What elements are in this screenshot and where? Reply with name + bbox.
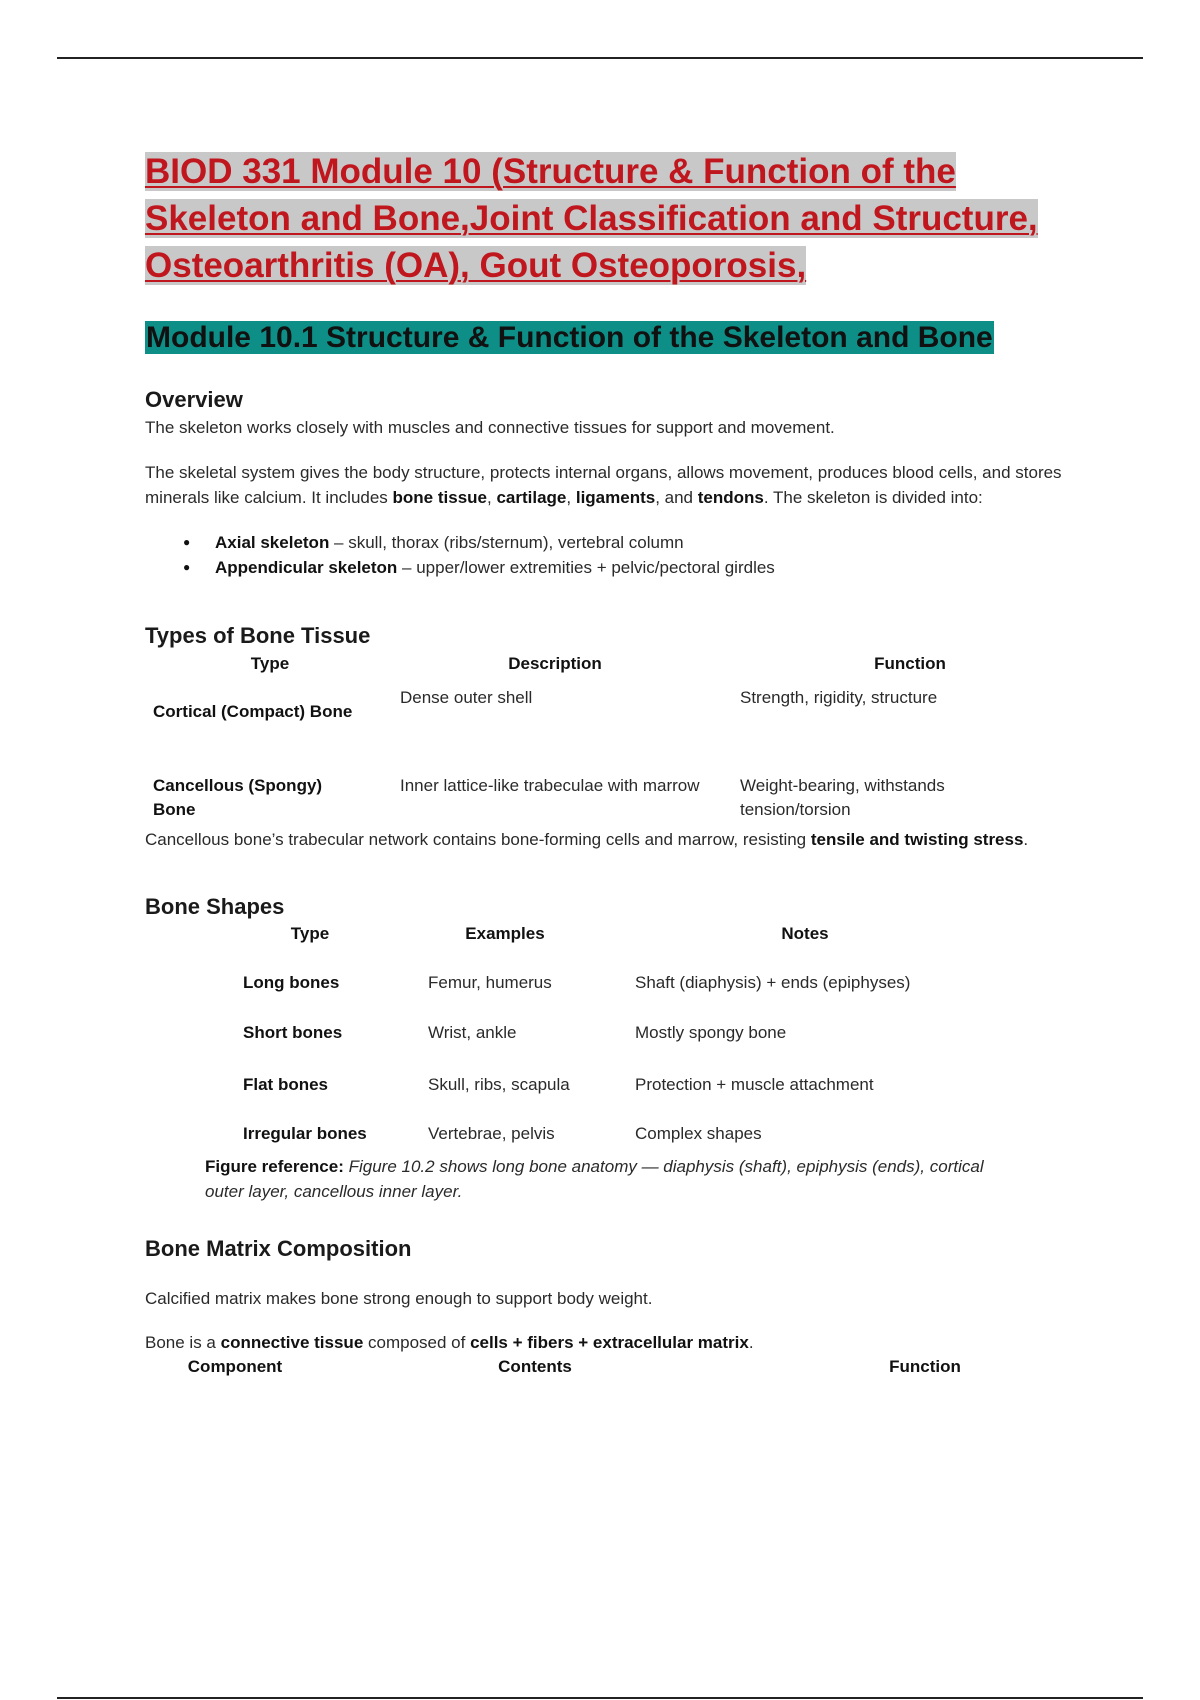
table-cell-type: Long bones — [243, 973, 340, 992]
title-line-3: Osteoarthritis (OA), Gout Osteoporosis, — [145, 246, 807, 285]
bone-matrix-heading: Bone Matrix Composition — [145, 1236, 412, 1261]
bone-matrix-section — [145, 1234, 1105, 1381]
bone-tissue-table — [145, 652, 1105, 827]
bone-shapes-table — [145, 922, 1105, 1154]
list-item: ● Axial skeleton – skull, thorax (ribs/sternum), vertebral column — [183, 530, 1105, 555]
document-body — [145, 148, 1105, 1381]
calcified-matrix-paragraph: Calcified matrix makes bone strong enough to support body weight. — [145, 1289, 653, 1308]
figure-reference: Figure reference: Figure 10.2 shows long bone anatomy — diaphysis (shaft), epiphysis (ends), cortical outer layer, cancellous inner layer. — [205, 1157, 984, 1201]
bone-composition-paragraph: Bone is a connective tissue composed of cells + fibers + extracellular matrix. — [145, 1333, 754, 1352]
table-cell-examples: Skull, ribs, scapula — [428, 1075, 570, 1094]
table-cell-description: Dense outer shell — [400, 688, 533, 707]
bone-tissue-section — [145, 622, 1105, 852]
table-cell-notes: Protection + muscle attachment — [635, 1075, 874, 1094]
bone-matrix-table — [145, 1355, 1105, 1381]
column-header-type: Type — [290, 924, 330, 943]
module-heading — [145, 319, 1105, 357]
table-cell-type: Flat bones — [243, 1075, 329, 1094]
table-cell-notes: Complex shapes — [635, 1124, 762, 1143]
bone-shapes-section — [145, 892, 1105, 1204]
column-header-type: Type — [250, 654, 290, 673]
skeletal-system-paragraph: The skeletal system gives the body structure, protects internal organs, allows movement, produces blood cells, and stores minerals like calcium. It includes bone tissue, cartilage, ligaments, and tendons. The skeleton is divided into: — [145, 463, 1062, 507]
table-cell-notes: Shaft (diaphysis) + ends (epiphyses) — [635, 973, 911, 992]
table-cell-type: Short bones — [243, 1023, 343, 1042]
title-line-1: BIOD 331 Module 10 (Structure & Function of the — [145, 152, 956, 191]
table-cell-examples: Wrist, ankle — [428, 1023, 517, 1042]
overview-intro: The skeleton works closely with muscles and connective tissues for support and movement. — [145, 418, 835, 437]
column-header-function: Function — [889, 1357, 961, 1376]
table-cell-description: Inner lattice-like trabeculae with marrow — [400, 776, 700, 795]
overview-section — [145, 385, 1105, 580]
bone-shapes-heading: Bone Shapes — [145, 894, 285, 919]
column-header-examples: Examples — [465, 924, 545, 943]
column-header-function: Function — [874, 654, 946, 673]
table-cell-examples: Vertebrae, pelvis — [428, 1124, 555, 1143]
top-rule — [57, 57, 1143, 59]
table-cell-function: Weight-bearing, withstands tension/torsion — [740, 776, 945, 819]
overview-heading: Overview — [145, 387, 243, 412]
column-header-contents: Contents — [498, 1357, 572, 1376]
column-header-component: Component — [187, 1357, 283, 1376]
table-cell-type: Cancellous (Spongy) Bone — [153, 776, 323, 819]
bottom-rule — [57, 1697, 1143, 1699]
column-header-notes: Notes — [781, 924, 829, 943]
table-cell-notes: Mostly spongy bone — [635, 1023, 787, 1042]
skeleton-divisions-list — [145, 530, 1105, 580]
column-header-description: Description — [508, 654, 602, 673]
table-cell-function: Strength, rigidity, structure — [740, 688, 938, 707]
title-line-2: Skeleton and Bone,Joint Classification and Structure, — [145, 199, 1038, 238]
bone-tissue-heading: Types of Bone Tissue — [145, 623, 371, 648]
module-heading-text: Module 10.1 Structure & Function of the Skeleton and Bone — [146, 321, 993, 354]
list-item: ● Appendicular skeleton – upper/lower extremities + pelvic/pectoral girdles — [183, 555, 1105, 580]
table-cell-examples: Femur, humerus — [428, 973, 552, 992]
cancellous-note: Cancellous bone’s trabecular network contains bone-forming cells and marrow, resisting tensile and twisting stress. — [145, 830, 1029, 849]
document-title — [145, 148, 1105, 289]
table-cell-type: Irregular bones — [243, 1124, 367, 1143]
table-cell-type: Cortical (Compact) Bone — [153, 702, 353, 721]
